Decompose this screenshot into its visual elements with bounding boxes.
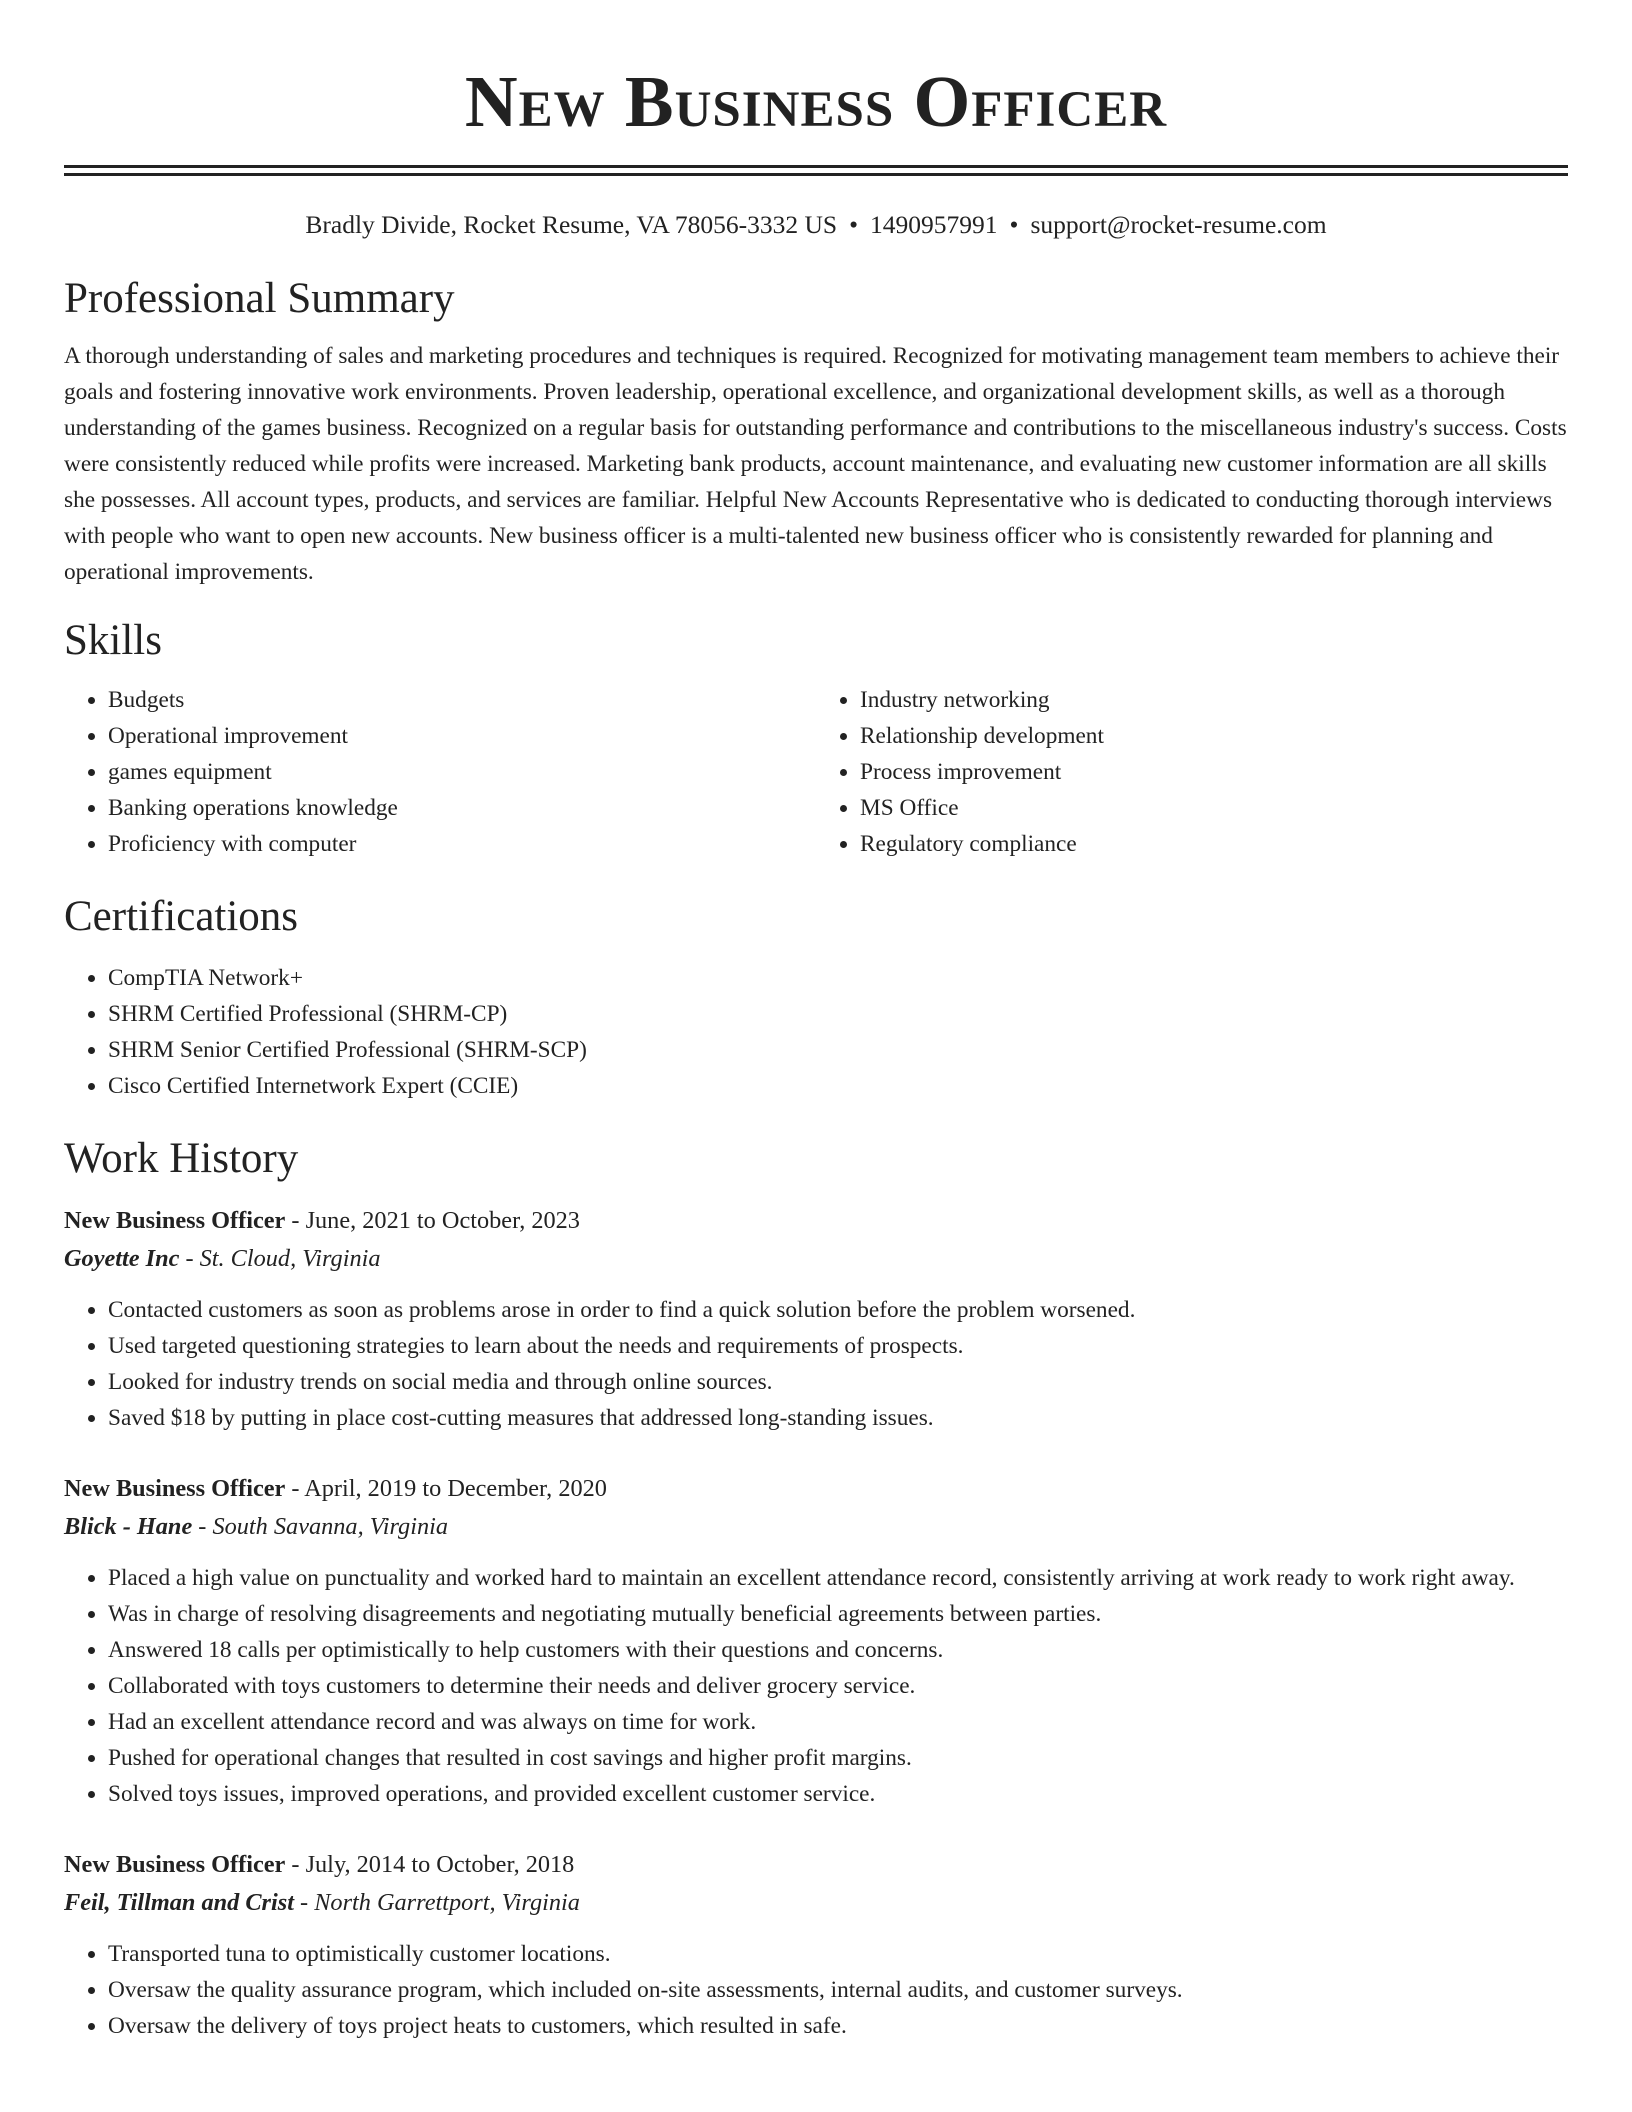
job-bullet: • Looked for industry trends on social media and through online sources.	[108, 1364, 1568, 1400]
job-dates: - April, 2019 to December, 2020	[285, 1475, 607, 1502]
job-title: New Business Officer	[64, 1851, 286, 1878]
job-dates: - July, 2014 to October, 2018	[285, 1851, 575, 1878]
certifications-list	[64, 960, 1568, 1104]
job-entry	[64, 1202, 1568, 1436]
job-title: New Business Officer	[64, 1475, 286, 1502]
job-bullets	[64, 1560, 1568, 1812]
job-company: Goyette Inc	[64, 1245, 180, 1272]
contact-separator: •	[1009, 210, 1019, 239]
job-bullet: • Placed a high value on punctuality and worked hard to maintain an excellent attendance record, consistently arriving at work ready to work right away.	[108, 1560, 1568, 1596]
skill-item: • Banking operations knowledge	[108, 790, 816, 826]
job-bullet: • Answered 18 calls per optimistically to help customers with their questions and concerns.	[108, 1632, 1568, 1668]
job-bullet: • Contacted customers as soon as problems arose in order to find a quick solution before the problem worsened.	[108, 1292, 1568, 1328]
job-title: New Business Officer	[64, 1207, 286, 1234]
certification-item: • SHRM Senior Certified Professional (SHRM-SCP)	[108, 1032, 1568, 1068]
job-bullet: • Saved $18 by putting in place cost-cutting measures that addressed long-standing issues.	[108, 1400, 1568, 1436]
summary-heading: Professional Summary	[64, 275, 455, 322]
skill-item: • Process improvement	[860, 754, 1568, 790]
skill-item: • Regulatory compliance	[860, 826, 1568, 862]
job-bullet: • Had an excellent attendance record and was always on time for work.	[108, 1704, 1568, 1740]
title-double-rule	[64, 165, 1568, 176]
job-bullets	[64, 1292, 1568, 1436]
certification-item: • SHRM Certified Professional (SHRM-CP)	[108, 996, 1568, 1032]
job-company: Feil, Tillman and Crist	[64, 1889, 294, 1916]
job-bullet: • Was in charge of resolving disagreements and negotiating mutually beneficial agreements between parties.	[108, 1596, 1568, 1632]
contact-line	[64, 208, 1568, 242]
certification-item: • CompTIA Network+	[108, 960, 1568, 996]
contact-email: support@rocket-resume.com	[1030, 210, 1327, 239]
job-bullet: • Oversaw the quality assurance program, which included on-site assessments, internal audits, and customer surveys.	[108, 1972, 1568, 2008]
resume-page	[64, 0, 1568, 2044]
job-bullet: • Used targeted questioning strategies to learn about the needs and requirements of prospects.	[108, 1328, 1568, 1364]
skills-columns	[64, 682, 1568, 862]
job-location: - South Savanna, Virginia	[192, 1513, 449, 1540]
skill-item: • Industry networking	[860, 682, 1568, 718]
skill-item: • Relationship development	[860, 718, 1568, 754]
resume-title: New Business Officer	[464, 61, 1168, 142]
job-bullet: • Transported tuna to optimistically customer locations.	[108, 1936, 1568, 1972]
summary-text: A thorough understanding of sales and marketing procedures and techniques is required. Recognized for motivating management team members to achieve their goals and fostering innovative work environments. Proven leadership, operational excellence, and organizational development skills, as well as a thorough understanding of the games business. Recognized on a regular basis for outstanding performance and contributions to the miscellaneous industry's success. Costs were consistently reduced while profits were increased. Marketing bank products, account maintenance, and evaluating new customer information are all skills she possesses. All account types, products, and services are familiar. Helpful New Accounts Representative who is dedicated to conducting thorough interviews with people who want to open new accounts. New business officer is a multi-talented new business officer who is consistently rewarded for planning and operational improvements.	[64, 343, 1567, 585]
job-title-line	[64, 1470, 1568, 1508]
job-company: Blick - Hane	[64, 1513, 193, 1540]
skill-item: • games equipment	[108, 754, 816, 790]
job-entry	[64, 1470, 1568, 1812]
skill-item: • Budgets	[108, 682, 816, 718]
job-location: - North Garrettport, Virginia	[293, 1889, 580, 1916]
job-bullet: • Solved toys issues, improved operations, and provided excellent customer service.	[108, 1776, 1568, 1812]
certification-item: • Cisco Certified Internetwork Expert (CCIE)	[108, 1068, 1568, 1104]
job-dates: - June, 2021 to October, 2023	[285, 1207, 580, 1234]
skills-heading: Skills	[64, 617, 162, 664]
work-history-heading: Work History	[64, 1135, 299, 1182]
skill-item: • Proficiency with computer	[108, 826, 816, 862]
skill-item: • Operational improvement	[108, 718, 816, 754]
job-company-line	[64, 1884, 1568, 1922]
job-title-line	[64, 1846, 1568, 1884]
skills-list-right	[816, 682, 1568, 862]
job-company-line	[64, 1240, 1568, 1278]
job-bullet: • Pushed for operational changes that resulted in cost savings and higher profit margins.	[108, 1740, 1568, 1776]
job-bullet: • Oversaw the delivery of toys project heats to customers, which resulted in safe.	[108, 2008, 1568, 2044]
contact-address: Bradly Divide, Rocket Resume, VA 78056-3332 US	[305, 210, 838, 239]
job-bullet: • Collaborated with toys customers to determine their needs and deliver grocery service.	[108, 1668, 1568, 1704]
job-company-line	[64, 1508, 1568, 1546]
certifications-heading: Certifications	[64, 893, 299, 940]
job-location: - St. Cloud, Virginia	[179, 1245, 381, 1272]
skills-list-left	[64, 682, 816, 862]
job-bullets	[64, 1936, 1568, 2044]
job-entry	[64, 1846, 1568, 2044]
contact-separator: •	[849, 210, 859, 239]
contact-phone: 1490957991	[870, 210, 998, 239]
skill-item: • MS Office	[860, 790, 1568, 826]
job-title-line	[64, 1202, 1568, 1240]
